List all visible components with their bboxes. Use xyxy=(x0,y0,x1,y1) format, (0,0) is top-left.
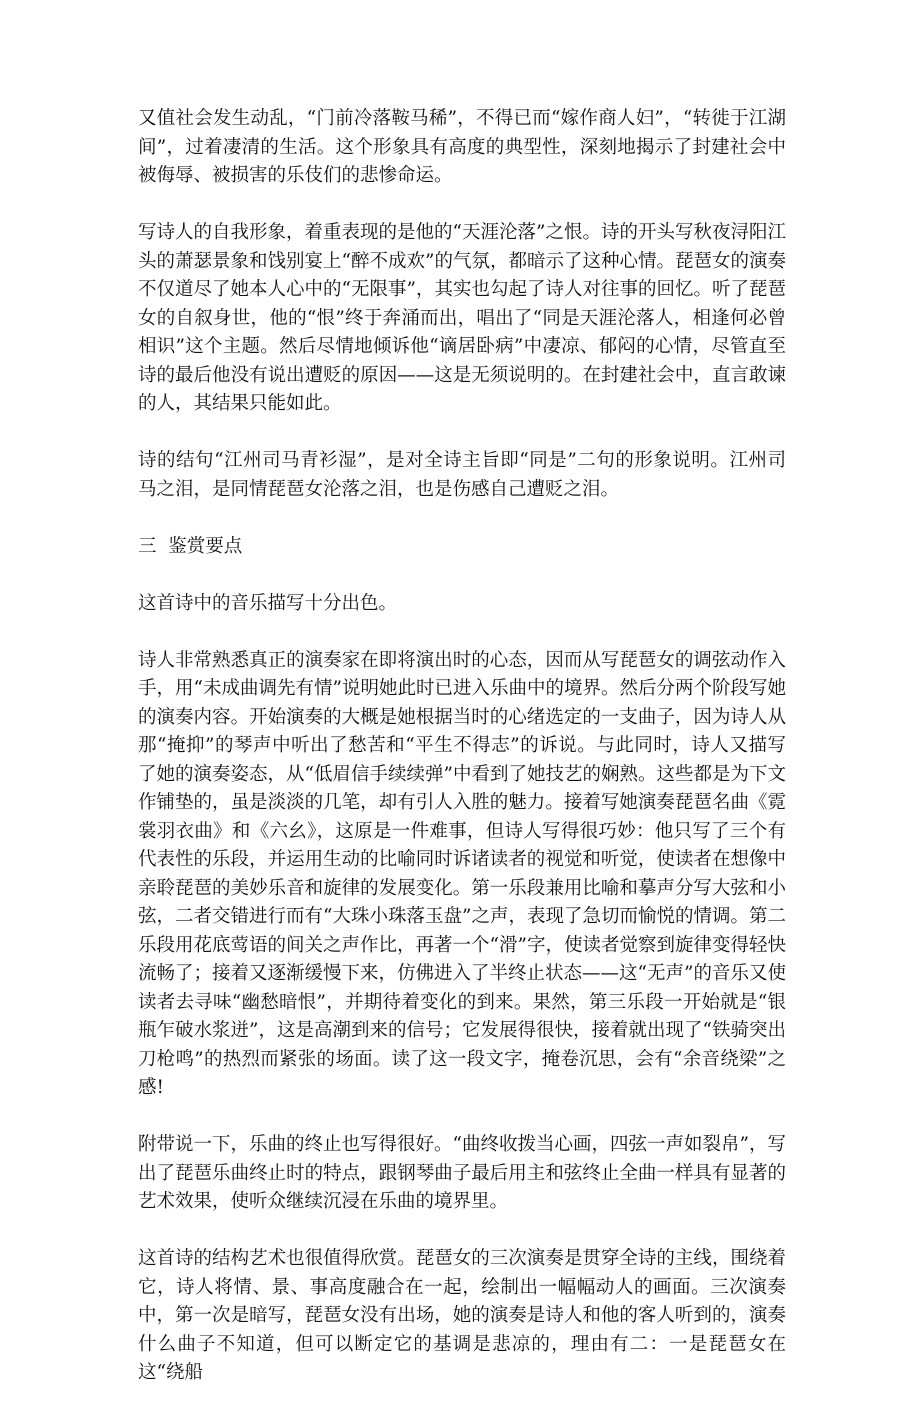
paragraph-music-intro: 这首诗中的音乐描写十分出色。 xyxy=(138,592,398,614)
paragraph-structure: 这首诗的结构艺术也很值得欣赏。琵琶女的三次演奏是贯穿全诗的主线，围绕着它，诗人将情、景、事高度融合在一起，绘制出一幅幅动人的画面。三次演奏中，第一次是暗写，琵琶女没有出场，她的演奏是诗人和他的客人听到的，演奏什么曲子不知道，但可以断定它的基调是悲凉的，理由有二：一是琵琶女在这“绕船 xyxy=(138,1248,786,1383)
paragraph-music-ending: 附带说一下，乐曲的终止也写得很好。“曲终收拨当心画，四弦一声如裂帛”，写出了琵琶乐曲终止时的特点，跟钢琴曲子最后用主和弦终止全曲一样具有显著的艺术效果，使听众继续沉浸在乐曲的境界里。 xyxy=(138,1134,786,1212)
document-page xyxy=(138,105,786,1416)
paragraph-music-description: 诗人非常熟悉真正的演奏家在即将演出时的心态，因而从写琵琶女的调弦动作入手，用“未成曲调先有情”说明她此时已进入乐曲中的境界。然后分两个阶段写她的演奏内容。开始演奏的大概是她根据当时的心绪选定的一支曲子，因为诗人从那“掩抑”的琴声中听出了愁苦和“平生不得志”的诉说。与此同时，诗人又描写了她的演奏姿态，从“低眉信手续续弹”中看到了她技艺的娴熟。这些都是为下文作铺垫的，虽是淡淡的几笔，却有引人入胜的魅力。接着写她演奏琵琶名曲《霓裳羽衣曲》和《六幺》，这原是一件难事，但诗人写得很巧妙：他只写了三个有代表性的乐段，并运用生动的比喻同时诉诸读者的视觉和听觉，使读者在想像中亲聆琵琶的美妙乐音和旋律的发展变化。第一乐段兼用比喻和摹声分写大弦和小弦，二者交错进行而有“大珠小珠落玉盘”之声，表现了急切而愉悦的情调。第二乐段用花底莺语的间关之声作比，再著一个“滑”字，使读者觉察到旋律变得轻快流畅了；接着又逐渐缓慢下来，仿佛进入了半终止状态——这“无声”的音乐又使读者去寻味“幽愁暗恨”，并期待着变化的到来。果然，第三乐段一开始就是“银瓶乍破水浆迸”，这是高潮到来的信号；它发展得很快，接着就出现了“铁骑突出刀枪鸣”的热烈而紧张的场面。读了这一段文字，掩卷沉思，会有“余音绕梁”之感! xyxy=(138,649,786,1098)
paragraph-pipa-girl-fate: 又值社会发生动乱，“门前冷落鞍马稀”，不得已而“嫁作商人妇”，“转徙于江湖间”，过着凄清的生活。这个形象具有高度的典型性，深刻地揭示了封建社会中被侮辱、被损害的乐伎们的悲惨命运。 xyxy=(138,108,786,186)
section-heading: 三 鉴赏要点 xyxy=(138,535,243,557)
paragraph-closing-line: 诗的结句“江州司马青衫湿”，是对全诗主旨即“同是”二句的形象说明。江州司马之泪，是同情琵琶女沦落之泪，也是伤感自己遭贬之泪。 xyxy=(138,450,786,500)
paragraph-poet-self-image: 写诗人的自我形象，着重表现的是他的“天涯沦落”之恨。诗的开头写秋夜浔阳江头的萧瑟景象和饯别宴上“醉不成欢”的气氛，都暗示了这种心情。琵琶女的演奏不仅道尽了她本人心中的“无限事”，其实也勾起了诗人对往事的回忆。听了琵琶女的自叙身世，他的“恨”终于奔涌而出，唱出了“同是天涯沦落人，相逢何必曾相识”这个主题。然后尽情地倾诉他“谪居卧病”中凄凉、郁闷的心情，尽管直至诗的最后他没有说出遭贬的原因——这是无须说明的。在封建社会中，直言敢谏的人，其结果只能如此。 xyxy=(138,222,786,414)
